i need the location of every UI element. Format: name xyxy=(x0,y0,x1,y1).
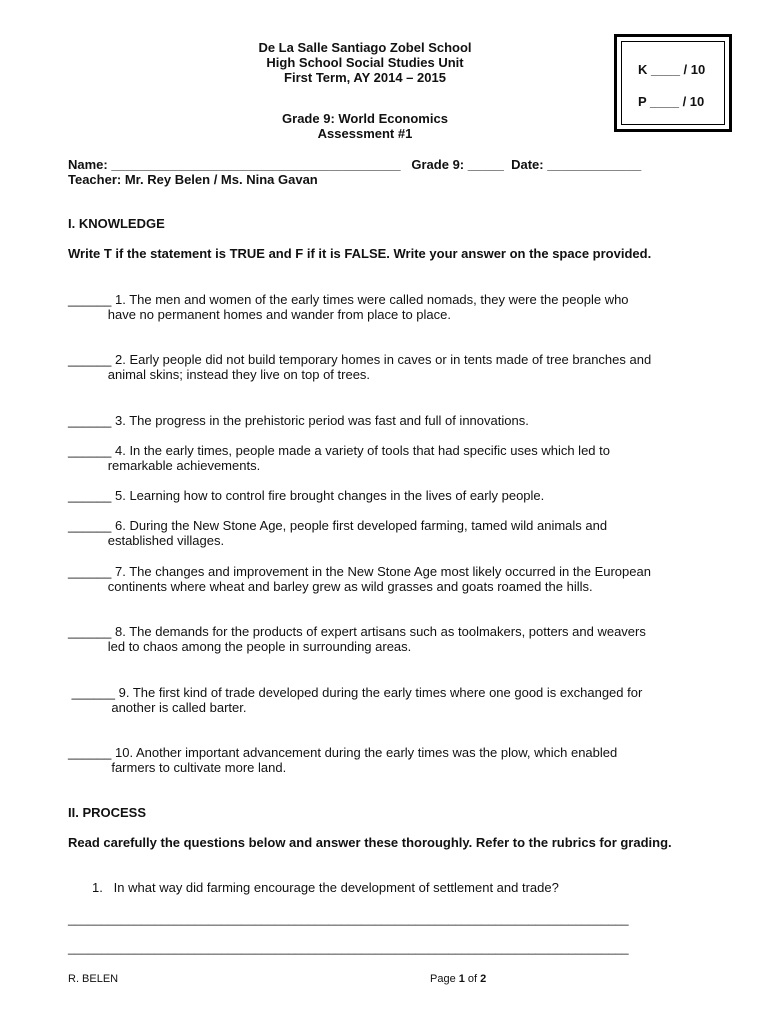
page-prefix: Page xyxy=(430,973,459,985)
tf-item-line2: animal skins; instead they live on top of trees. xyxy=(68,367,371,382)
unit-name: High School Social Studies Unit xyxy=(266,55,464,70)
assessment-title: Assessment #1 xyxy=(317,126,413,141)
answer-line: ____________________________________________________________________________________ xyxy=(68,912,629,926)
tf-item-line2: remarkable achievements. xyxy=(68,458,261,473)
tf-item-7 xyxy=(68,564,708,594)
teacher-line: Teacher: Mr. Rey Belen / Ms. Nina Gavan xyxy=(68,172,318,187)
tf-item-8 xyxy=(68,624,708,654)
page-number xyxy=(430,973,486,985)
tf-item-6 xyxy=(68,518,708,548)
tf-item-line1: ______ 4. In the early times, people made a variety of tools that had specific uses which led to xyxy=(68,443,610,458)
tf-item-line1: ______ 3. The progress in the prehistoric period was fast and full of innovations. xyxy=(68,413,529,428)
tf-item-line1: ______ 2. Early people did not build temporary homes in caves or in tents made of tree branches and xyxy=(68,352,652,367)
tf-item-5 xyxy=(68,488,708,503)
tf-item-2 xyxy=(68,352,708,382)
footer-author: R. BELEN xyxy=(68,973,119,985)
tf-item-line2: have no permanent homes and wander from place to place. xyxy=(68,307,451,322)
term-label: First Term, AY 2014 – 2015 xyxy=(284,70,446,85)
section1-instructions: Write T if the statement is TRUE and F if it is FALSE. Write your answer on the space provided. xyxy=(68,246,652,261)
subject-title: Grade 9: World Economics xyxy=(282,111,448,126)
tf-item-line1: ______ 5. Learning how to control fire brought changes in the lives of early people. xyxy=(68,488,545,503)
tf-item-line1: ______ 8. The demands for the products of expert artisans such as toolmakers, potters and weavers xyxy=(68,624,646,639)
tf-item-line1: ______ 6. During the New Stone Age, people first developed farming, tamed wild animals and xyxy=(68,518,608,533)
process-score: P ____ / 10 xyxy=(638,94,705,109)
name-grade-date-line: Name: ________________________________________ Grade 9: _____ Date: _____________ xyxy=(68,157,642,172)
page-mid: of xyxy=(464,973,481,985)
tf-item-3 xyxy=(68,413,708,428)
school-name: De La Salle Santiago Zobel School xyxy=(258,40,472,55)
section2-title: II. PROCESS xyxy=(68,805,147,820)
tf-item-10 xyxy=(68,745,708,775)
tf-item-line2: another is called barter. xyxy=(68,700,247,715)
tf-item-9 xyxy=(68,685,708,715)
tf-item-line2: established villages. xyxy=(68,533,225,548)
tf-item-line2: continents where wheat and barley grew as wild grasses and goats roamed the hills. xyxy=(68,579,593,594)
tf-item-line1: ______ 9. The first kind of trade developed during the early times where one good is exchanged for xyxy=(68,685,643,700)
knowledge-score: K ____ / 10 xyxy=(638,62,706,77)
page-current: 1 xyxy=(458,973,465,985)
page-total: 2 xyxy=(480,973,487,985)
tf-item-line2: farmers to cultivate more land. xyxy=(68,760,287,775)
tf-item-4 xyxy=(68,443,708,473)
tf-item-line1: ______ 1. The men and women of the early times were called nomads, they were the people who xyxy=(68,292,629,307)
process-question-1: 1. In what way did farming encourage the development of settlement and trade? xyxy=(92,880,559,895)
tf-item-1 xyxy=(68,292,708,322)
section2-instructions: Read carefully the questions below and answer these thoroughly. Refer to the rubrics for grading. xyxy=(68,835,672,850)
tf-item-line2: led to chaos among the people in surrounding areas. xyxy=(68,639,412,654)
score-box-inner-border xyxy=(621,41,725,125)
score-box xyxy=(614,34,732,132)
section1-title: I. KNOWLEDGE xyxy=(68,216,165,231)
tf-item-line1: ______ 7. The changes and improvement in the New Stone Age most likely occurred in the European xyxy=(68,564,651,579)
answer-line: ____________________________________________________________________________________ xyxy=(68,941,629,955)
tf-item-line1: ______ 10. Another important advancement during the early times was the plow, which enabled xyxy=(68,745,618,760)
